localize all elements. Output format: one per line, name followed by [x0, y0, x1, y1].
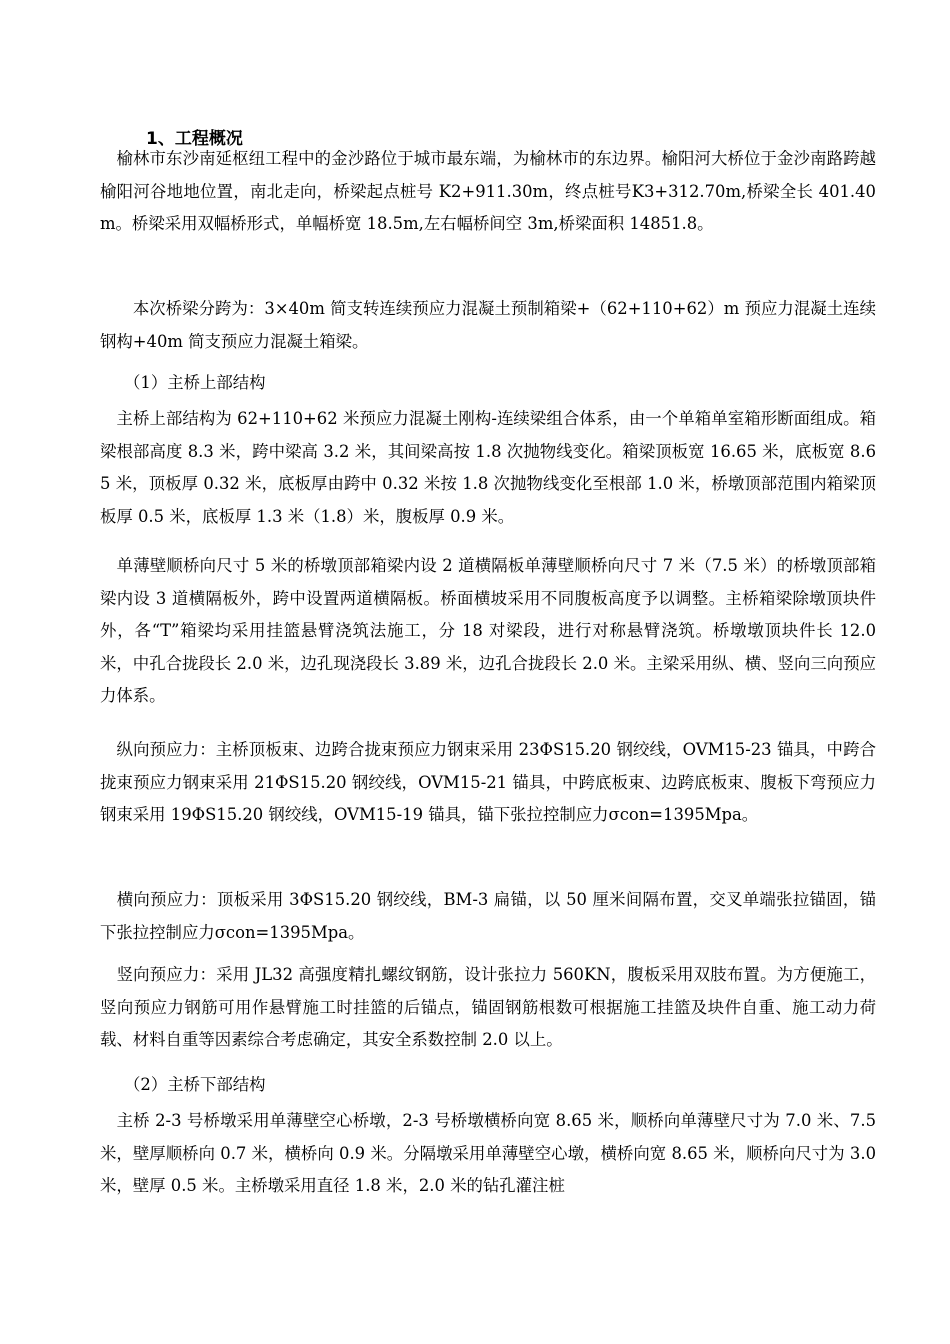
paragraph-diaphragm: 单薄壁顺桥向尺寸 5 米的桥墩顶部箱梁内设 2 道横隔板单薄壁顺桥向尺寸 7 米（7.5 米）的桥墩顶部箱梁内设 3 道横隔板外，跨中设置两道横隔板。桥面横坡采用不同腹板高度予以调整。主桥箱梁除墩顶块件外，各“T”箱梁均采用挂篮悬臂浇筑法施工，分 18 对梁段，进行对称悬臂浇筑。桥墩墩顶块件长 12.0 米，中孔合拢段长 2.0 米，边孔现浇段长 3.89 米，边孔合拢段长 2.0 米。主梁采用纵、横、竖向三向预应力体系。 — [100, 556, 876, 706]
paragraph-transverse-prestress: 横向预应力：顶板采用 3ΦS15.20 钢绞线，BM-3 扁锚，以 50 厘米间隔布置，交叉单端张拉锚固，锚下张拉控制应力σcon=1395Mpa。 — [100, 890, 876, 942]
subheading-lower-structure: （2）主桥下部结构 — [124, 1075, 266, 1094]
section-heading: 1、工程概况 — [146, 129, 243, 149]
subheading-upper-structure: （1）主桥上部结构 — [124, 373, 266, 392]
paragraph-longitudinal-prestress: 纵向预应力：主桥顶板束、边跨合拢束预应力钢束采用 23ΦS15.20 钢绞线，OVM15-23 锚具，中跨合拢束预应力钢束采用 21ΦS15.20 钢绞线，OVM15-21 锚具，中跨底板束、边跨底板束、腹板下弯预应力钢束采用 19ΦS15.20 钢绞线，OVM15-19 锚具，锚下张拉控制应力σcon=1395Mpa。 — [100, 740, 876, 825]
paragraph-upper-structure: 主桥上部结构为 62+110+62 米预应力混凝土刚构-连续梁组合体系，由一个单箱单室箱形断面组成。箱梁根部高度 8.3 米，跨中梁高 3.2 米，其间梁高按 1.8 次抛物线变化。箱梁顶板宽 16.65 米，底板宽 8.65 米，顶板厚 0.32 米，底板厚由跨中 0.32 米按 1.8 次抛物线变化至根部 1.0 米，桥墩顶部范围内箱梁顶板厚 0.5 米，底板厚 1.3 米（1.8）米，腹板厚 0.9 米。 — [100, 409, 876, 526]
paragraph-vertical-prestress: 竖向预应力：采用 JL32 高强度精扎螺纹钢筋，设计张拉力 560KN，腹板采用双肢布置。为方便施工，竖向预应力钢筋可用作悬臂施工时挂篮的后锚点，锚固钢筋根数可根据施工挂篮及块件自重、施工动力荷载、材料自重等因素综合考虑确定，其安全系数控制 2.0 以上。 — [100, 965, 876, 1050]
paragraph-span-layout: 本次桥梁分跨为：3×40m 简支转连续预应力混凝土预制箱梁+（62+110+62）m 预应力混凝土连续钢构+40m 简支预应力混凝土箱梁。 — [100, 299, 876, 351]
paragraph-lower-structure: 主桥 2-3 号桥墩采用单薄壁空心桥墩，2-3 号桥墩横桥向宽 8.65 米，顺桥向单薄壁尺寸为 7.0 米、7.5 米，壁厚顺桥向 0.7 米，横桥向 0.9 米。分隔墩采用单薄壁空心墩，横桥向宽 8.65 米，顺桥向尺寸为 3.0 米，壁厚 0.5 米。主桥墩采用直径 1.8 米，2.0 米的钻孔灌注桩 — [100, 1111, 876, 1196]
paragraph-overview: 榆林市东沙南延枢纽工程中的金沙路位于城市最东端，为榆林市的东边界。榆阳河大桥位于金沙南路跨越榆阳河谷地地位置，南北走向，桥梁起点桩号 K2+911.30m，终点桩号K3+312.70m,桥梁全长 401.40m。桥梁采用双幅桥形式，单幅桥宽 18.5m,左右幅桥间空 3m,桥梁面积 14851.8。 — [100, 149, 876, 234]
